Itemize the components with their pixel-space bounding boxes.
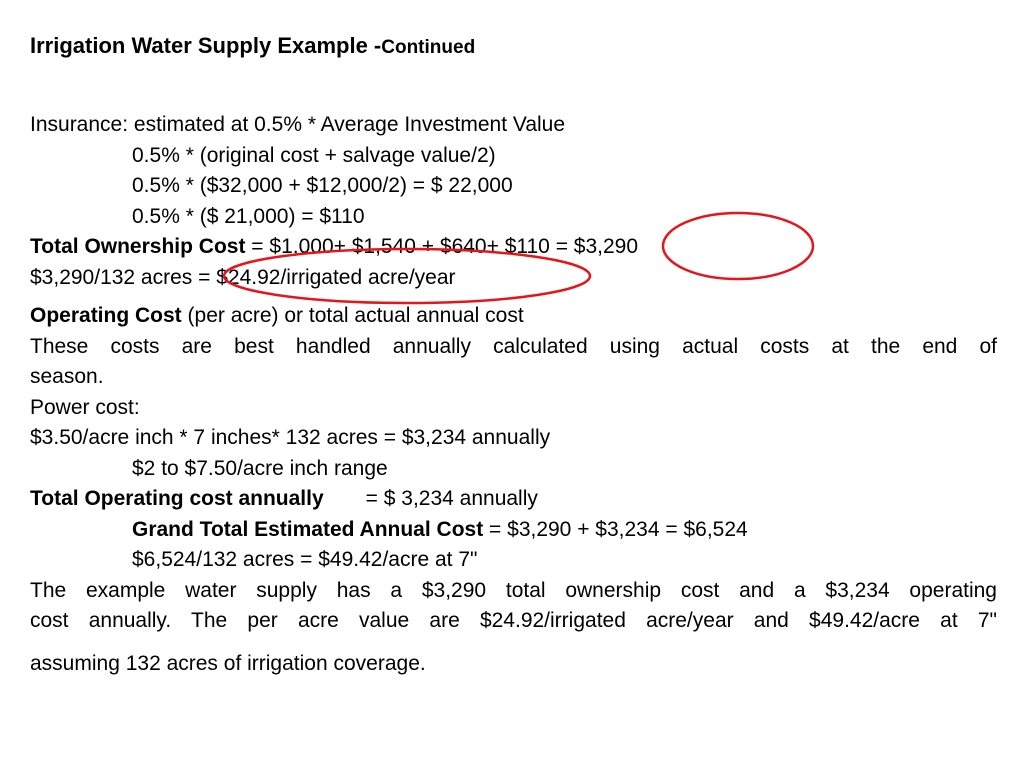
slide-title bbox=[30, 33, 475, 59]
power-cost-label: Power cost: bbox=[30, 395, 140, 419]
summary-line-2: cost annually. The per acre value are $24.92/irrigated acre/year and $49.42/acre at 7" bbox=[30, 609, 997, 632]
grand-total-line bbox=[30, 515, 997, 546]
total-ownership-line bbox=[30, 232, 997, 263]
insurance-heading: Insurance: estimated at 0.5% * Average Investment Value bbox=[30, 113, 566, 136]
grand-total-label: Grand Total Estimated Annual Cost bbox=[132, 517, 484, 541]
slide-body bbox=[30, 110, 997, 679]
ownership-per-acre: $3,290/132 acres = $24.92/irrigated acre/year bbox=[30, 265, 456, 289]
insurance-line-1: 0.5% * (original cost + salvage value/2) bbox=[132, 143, 496, 167]
total-ownership-label: Total Ownership Cost bbox=[30, 235, 246, 258]
total-operating-line bbox=[30, 484, 997, 515]
total-operating-value: = $ 3,234 annually bbox=[365, 487, 538, 510]
grand-total-formula: = $3,290 + $3,234 = $6,524 bbox=[483, 517, 748, 541]
title-main: Irrigation Water Supply Example - bbox=[30, 33, 382, 58]
operating-note: These costs are best handled annually calculated using actual costs at the end of bbox=[30, 334, 997, 358]
title-sub: Continued bbox=[381, 37, 476, 58]
operating-cost-desc: (per acre) or total actual annual cost bbox=[181, 304, 524, 327]
operating-cost-label: Operating Cost bbox=[30, 304, 182, 327]
total-operating-label: Total Operating cost annually bbox=[30, 487, 324, 510]
insurance-line-2: 0.5% * ($32,000 + $12,000/2) = $ 22,000 bbox=[132, 174, 513, 197]
summary-line-1: The example water supply has a $3,290 total ownership cost and a $3,234 operating bbox=[30, 578, 997, 602]
summary-line-3: assuming 132 acres of irrigation coverage. bbox=[30, 651, 426, 675]
operating-note-end: season. bbox=[30, 365, 104, 388]
operating-cost-line bbox=[30, 301, 997, 332]
total-ownership-formula: = $1,000+ $1,540 + $640+ $110 = $3,290 bbox=[245, 235, 639, 258]
insurance-line-3: 0.5% * ($ 21,000) = $110 bbox=[132, 204, 365, 228]
power-cost-range: $2 to $7.50/acre inch range bbox=[132, 456, 388, 480]
grand-total-per-acre: $6,524/132 acres = $49.42/acre at 7" bbox=[132, 548, 478, 571]
power-cost-calc: $3.50/acre inch * 7 inches* 132 acres = $3,234 annually bbox=[30, 426, 551, 449]
